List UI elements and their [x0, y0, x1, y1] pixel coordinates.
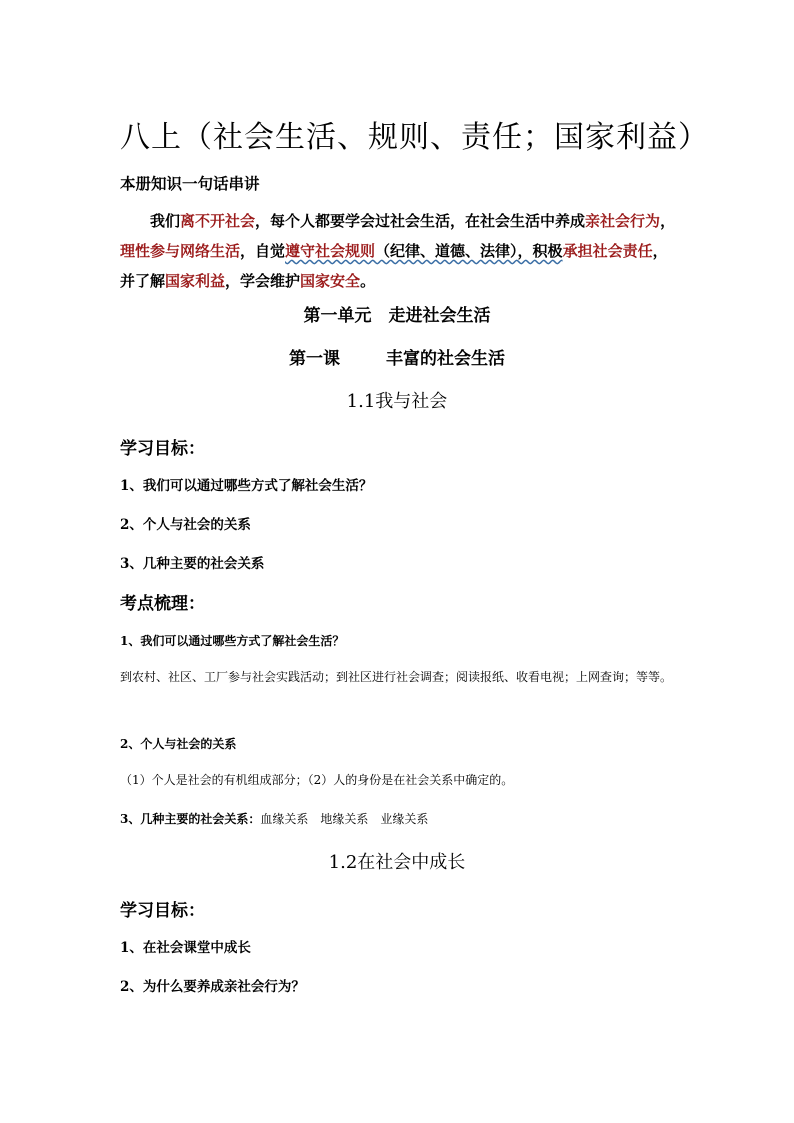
intro-text: ，每个人都要学会过社会生活，在社会生活中养成: [255, 212, 586, 230]
lesson-label: 第一课: [289, 349, 340, 369]
key-term: 亲社会行为: [585, 212, 661, 230]
review-answer: 血缘关系 地缘关系 业缘关系: [260, 812, 429, 826]
goal-item: 2、为什么要养成亲社会行为？: [120, 979, 305, 995]
section-title: 1.1我与社会: [346, 391, 448, 412]
key-term: 遵守社会规则: [285, 242, 376, 260]
intro-text: 我们: [150, 212, 181, 230]
review-question: [120, 810, 428, 827]
document-title: 八上（社会生活、规则、责任；国家利益）: [120, 120, 709, 155]
summary-heading: 本册知识一句话串讲: [120, 175, 260, 193]
key-term: 承担社会责任: [562, 242, 653, 260]
intro-text: （纪律、道德、法律），积极: [375, 242, 563, 260]
review-question: 1、我们可以通过哪些方式了解社会生活？: [120, 634, 345, 648]
unit-title: 第一单元 走进社会生活: [303, 306, 491, 326]
review-answer: （1）个人是社会的有机组成部分；（2）人的身份是在社会关系中确定的。: [120, 773, 514, 787]
key-term: 理性参与网络生活: [120, 242, 241, 260]
intro-text: ，自觉: [240, 242, 286, 260]
key-term: 离不开社会: [180, 212, 256, 230]
goal-item: 3、几种主要的社会关系: [120, 556, 265, 572]
intro-text: ，: [660, 212, 676, 230]
review-question: 2、个人与社会的关系: [120, 737, 237, 751]
goals-heading: 学习目标：: [120, 439, 205, 459]
goal-item: 2、个人与社会的关系: [120, 517, 251, 533]
intro-text: ，学会维护: [225, 272, 301, 290]
key-term: 国家安全: [300, 272, 361, 290]
summary-paragraph: [120, 206, 680, 296]
intro-text: 。: [360, 272, 376, 290]
intro-text: ，并了解: [120, 242, 668, 290]
goals-heading: 学习目标：: [120, 901, 205, 921]
section-title: 1.2在社会中成长: [328, 852, 466, 873]
review-heading: 考点梳理：: [120, 594, 205, 614]
lesson-name: 丰富的社会生活: [386, 349, 505, 369]
review-question-label: 3、几种主要的社会关系：: [120, 812, 261, 826]
goal-item: 1、在社会课堂中成长: [120, 940, 251, 956]
review-answer: 到农村、社区、工厂参与社会实践活动；到社区进行社会调查；阅读报纸、收看电视；上网查询；等等。: [120, 670, 673, 684]
lesson-title: [0, 344, 794, 369]
key-term: 国家利益: [165, 272, 226, 290]
goal-item: 1、我们可以通过哪些方式了解社会生活？: [120, 478, 373, 494]
